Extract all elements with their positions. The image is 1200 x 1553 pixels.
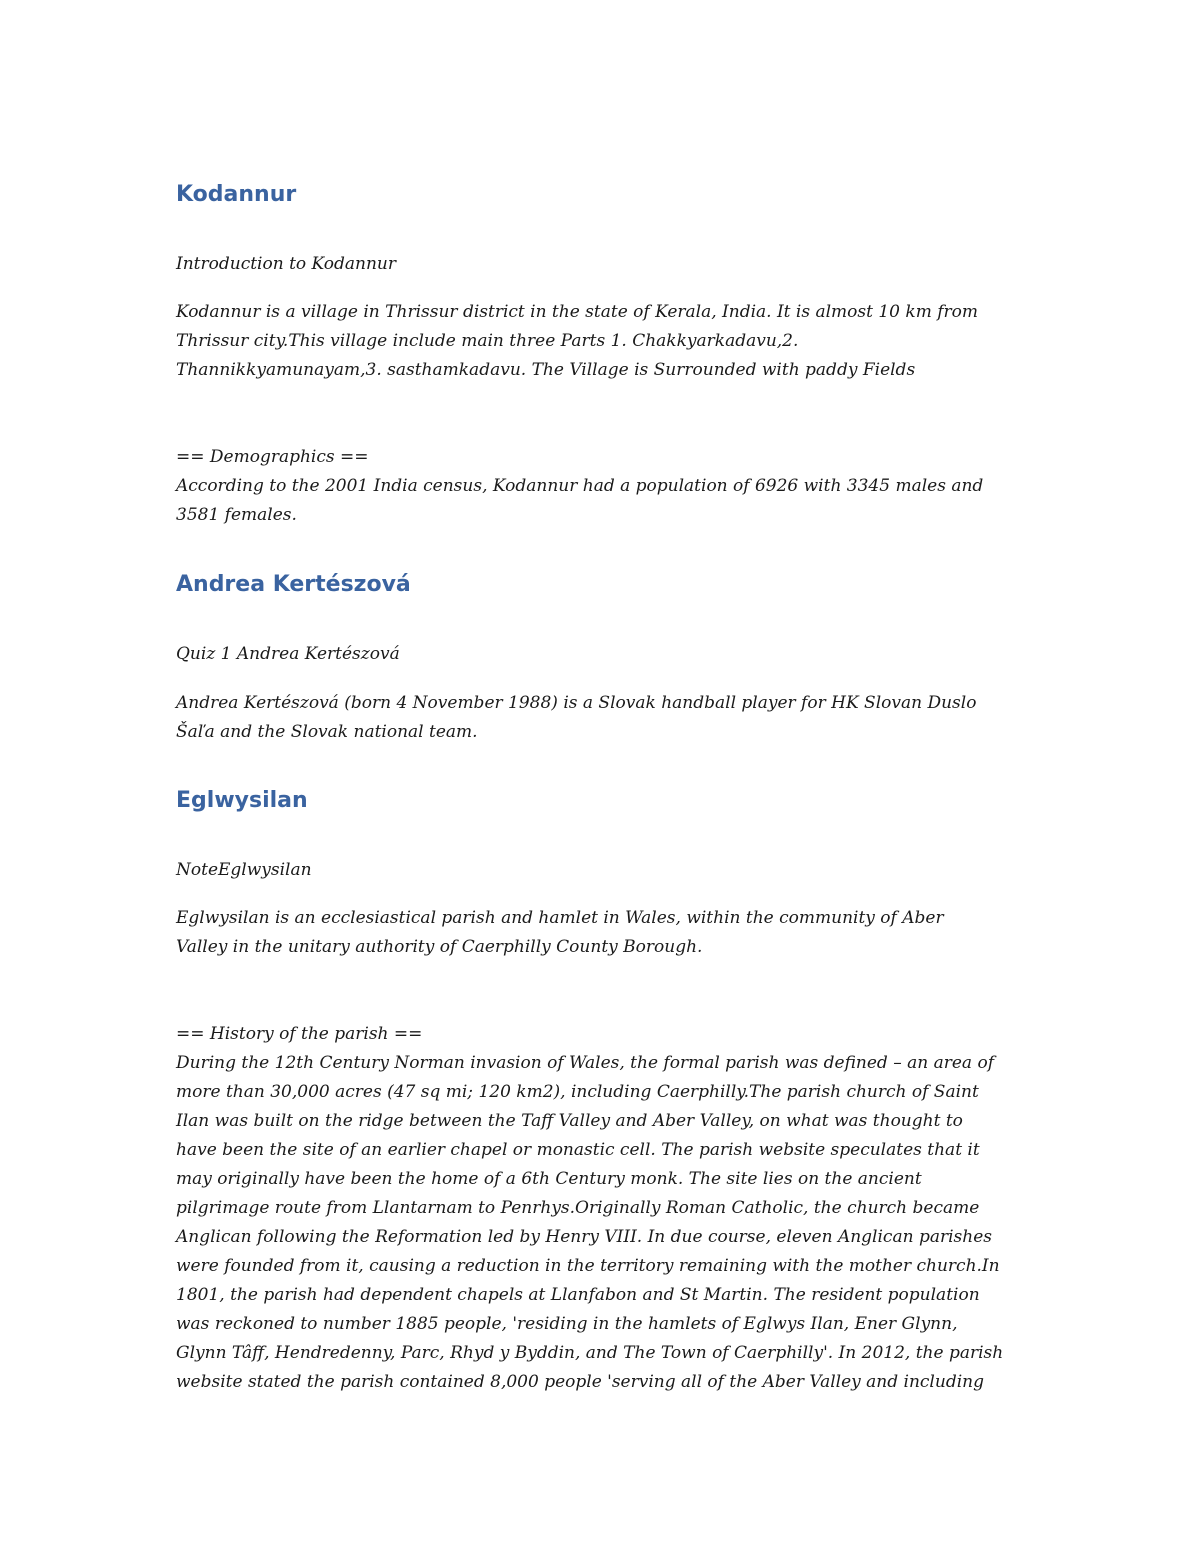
text-line: more than 30,000 acres (47 sq mi; 120 km2), including Caerphilly.The parish church of Saint xyxy=(176,1082,979,1102)
paragraph-kodannur-intro xyxy=(176,298,978,385)
paragraph-eglwysilan-history xyxy=(176,1020,1003,1397)
text-line: were founded from it, causing a reduction in the territory remaining with the mother church.In xyxy=(176,1256,1000,1276)
text-line: Thannikkyamunayam,3. sasthamkadavu. The Village is Surrounded with paddy Fields xyxy=(176,360,916,380)
text-line: During the 12th Century Norman invasion of Wales, the formal parish was defined – an area of xyxy=(176,1053,995,1073)
text-line: was reckoned to number 1885 people, 'residing in the hamlets of Eglwys Ilan, Ener Glynn, xyxy=(176,1314,958,1334)
text-line: website stated the parish contained 8,000 people 'serving all of the Aber Valley and including xyxy=(176,1372,984,1392)
section-heading-kodannur: Kodannur xyxy=(176,182,297,207)
text-line: Ilan was built on the ridge between the Taff Valley and Aber Valley, on what was thought to xyxy=(176,1111,963,1131)
text-line: == Demographics == xyxy=(176,447,369,467)
text-line: Šaľa and the Slovak national team. xyxy=(176,722,478,742)
section-heading-andrea-kerteszova: Andrea Kertészová xyxy=(176,572,411,597)
text-line: Eglwysilan is an ecclesiastical parish and hamlet in Wales, within the community of Aber xyxy=(176,908,944,928)
section-subtitle-eglwysilan xyxy=(176,856,312,885)
text-line: may originally have been the home of a 6th Century monk. The site lies on the ancient xyxy=(176,1169,922,1189)
text-line: Anglican following the Reformation led by Henry VIII. In due course, eleven Anglican parishes xyxy=(176,1227,992,1247)
text-line: According to the 2001 India census, Kodannur had a population of 6926 with 3345 males and xyxy=(176,476,984,496)
text-line: pilgrimage route from Llantarnam to Penrhys.Originally Roman Catholic, the church became xyxy=(176,1198,980,1218)
text-line: == History of the parish == xyxy=(176,1024,423,1044)
paragraph-eglwysilan-intro xyxy=(176,904,944,962)
section-subtitle-andrea-kerteszova xyxy=(176,640,400,669)
text-line: 3581 females. xyxy=(176,505,297,525)
text-line: Introduction to Kodannur xyxy=(176,254,397,274)
section-heading-eglwysilan: Eglwysilan xyxy=(176,788,308,813)
paragraph-kodannur-demographics xyxy=(176,443,983,530)
section-subtitle-kodannur xyxy=(176,250,396,279)
text-line: Valley in the unitary authority of Caerphilly County Borough. xyxy=(176,937,703,957)
text-line: have been the site of an earlier chapel or monastic cell. The parish website speculates that it xyxy=(176,1140,980,1160)
text-line: Glynn Tâff, Hendredenny, Parc, Rhyd y Byddin, and The Town of Caerphilly'. In 2012, the parish xyxy=(176,1343,1004,1363)
paragraph-andrea-kerteszova xyxy=(176,689,976,747)
text-line: Kodannur is a village in Thrissur district in the state of Kerala, India. It is almost 10 km from xyxy=(176,302,978,322)
text-line: NoteEglwysilan xyxy=(176,860,312,880)
text-line: 1801, the parish had dependent chapels at Llanfabon and St Martin. The resident population xyxy=(176,1285,980,1305)
text-line: Andrea Kertészová (born 4 November 1988) is a Slovak handball player for HK Slovan Duslo xyxy=(176,693,977,713)
text-line: Quiz 1 Andrea Kertészová xyxy=(176,644,400,664)
text-line: Thrissur city.This village include main three Parts 1. Chakkyarkadavu,2. xyxy=(176,331,799,351)
